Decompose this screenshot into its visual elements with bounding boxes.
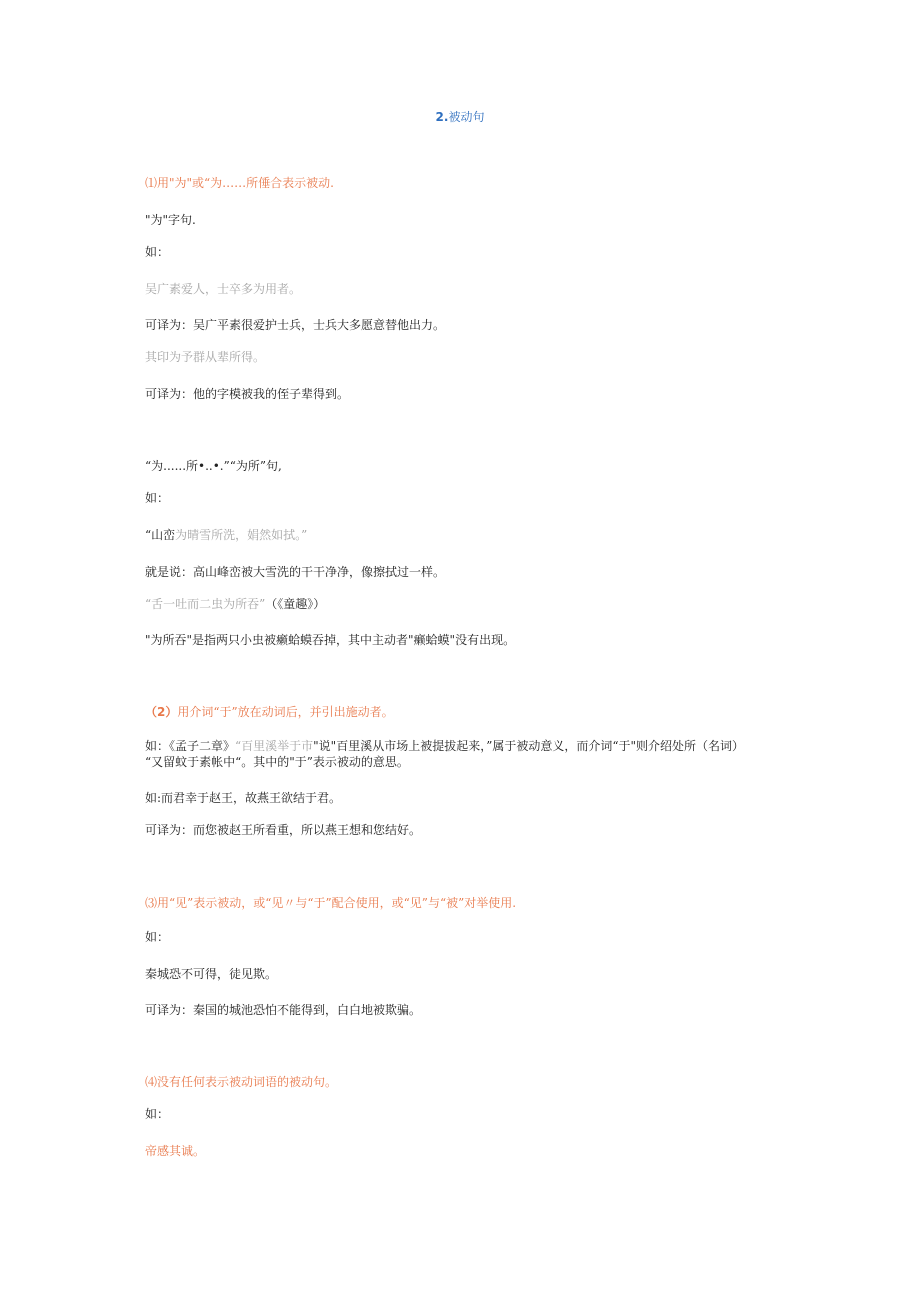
example-source: （《童趣》） bbox=[265, 597, 326, 611]
example-part: “山峦 bbox=[145, 528, 176, 542]
example-label: 如： bbox=[145, 245, 170, 259]
paragraph-part: “百里溪举于市 bbox=[235, 739, 314, 753]
section2-number: （2） bbox=[145, 705, 178, 719]
section3-heading: ⑶用“见”表示被动，或“见〃与“于”配合使用，或“见”与“被”对举使用. bbox=[145, 896, 517, 910]
paragraph bbox=[145, 738, 744, 754]
title-text: 被动句 bbox=[448, 110, 485, 124]
example-part: 为所吞” bbox=[223, 597, 266, 611]
example-sentence: 如:而君幸于赵王，故燕王欲结于君。 bbox=[145, 791, 342, 805]
example-label: 如： bbox=[145, 491, 170, 505]
example-sentence: 帝感其诚。 bbox=[145, 1144, 206, 1158]
page-title bbox=[0, 109, 920, 125]
example-sentence bbox=[145, 596, 325, 612]
section1-subheading-2: “为......所•..•.”“为所”句, bbox=[145, 459, 282, 473]
example-label: 如： bbox=[145, 1107, 170, 1121]
translation: 可译为：他的字模被我的侄子辈得到。 bbox=[145, 387, 350, 401]
example-part: 为晴雪所洗，娟然如拭。” bbox=[175, 528, 308, 542]
example-sentence bbox=[145, 527, 307, 543]
paragraph-part: "说"百里溪从市场上被提拔起来，”属于被动意义，而介词“于"则介绍处所（名词） bbox=[313, 739, 744, 753]
section2-heading bbox=[145, 704, 394, 720]
translation: 可译为：吴广平素很爱护士兵，士兵大多愿意替他出力。 bbox=[145, 318, 446, 332]
translation: 可译为：而您被赵王所看重，所以燕王想和您结好。 bbox=[145, 823, 422, 837]
example-sentence: 其印为予群从辈所得。 bbox=[145, 350, 266, 364]
example-sentence: 吴广素爱人，士卒多为用者。 bbox=[145, 282, 302, 296]
section4-heading: ⑷没有任何表示被动词语的被动句。 bbox=[145, 1075, 338, 1089]
translation: 就是说：高山峰峦被大雪洗的干干净净，像擦拭过一样。 bbox=[145, 565, 446, 579]
section1-subheading: "为"字句. bbox=[145, 213, 196, 227]
example-part: “舌一吐而二虫 bbox=[145, 597, 224, 611]
section1-heading: ⑴用"为"或“为……所倕合表示被动. bbox=[145, 176, 334, 190]
paragraph-line: “又留蚊于素帐中“。其中的"于”表示被动的意思。 bbox=[145, 755, 409, 769]
translation: "为所吞"是指两只小虫被癞蛤蟆吞掉，其中主动者"癞蛤蟆"没有出现。 bbox=[145, 633, 516, 647]
translation: 可译为：秦国的城池恐怕不能得到，白白地被欺骗。 bbox=[145, 1003, 422, 1017]
example-sentence: 秦城恐不可得，徒见欺。 bbox=[145, 967, 278, 981]
section2-heading-text: 用介词“于”放在动词后，并引出施动者。 bbox=[177, 705, 394, 719]
title-number: 2. bbox=[435, 110, 449, 124]
paragraph-part: 如：《孟子二章》 bbox=[145, 739, 236, 753]
example-label: 如： bbox=[145, 930, 170, 944]
